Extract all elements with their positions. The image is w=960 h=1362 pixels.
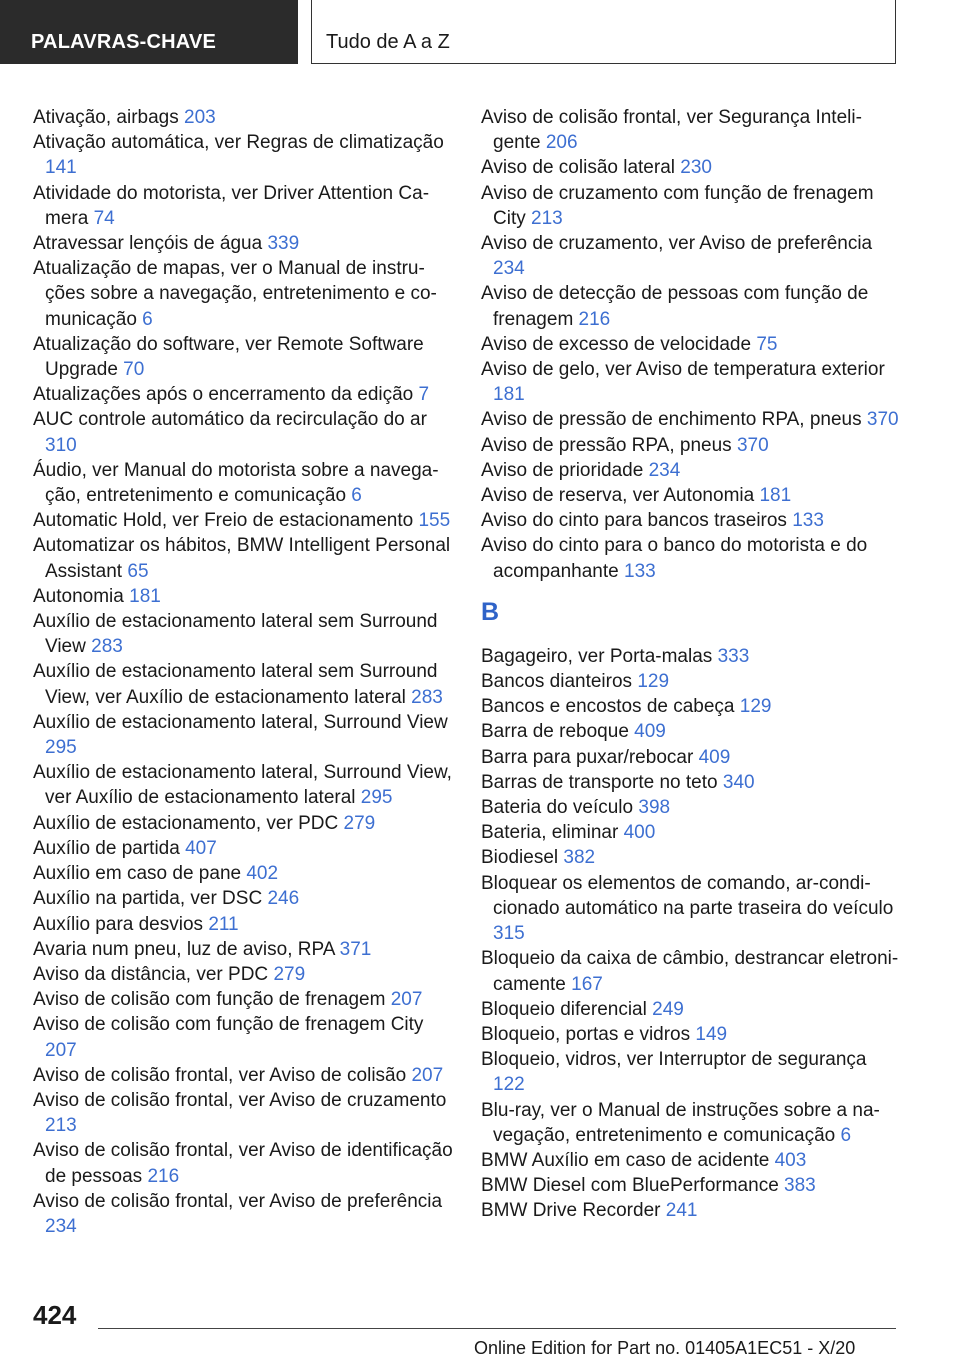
- index-entry: [481, 1198, 901, 1223]
- page-reference-link[interactable]: 133: [792, 510, 824, 532]
- page-reference-link[interactable]: 206: [545, 132, 578, 154]
- index-term: Bloqueio da caixa de câmbio, destrancar eletronicamente: [481, 948, 899, 995]
- index-entry: [33, 1012, 453, 1062]
- index-group-a: [481, 105, 901, 584]
- index-entry: [33, 105, 453, 130]
- page-reference-link[interactable]: 398: [638, 797, 671, 819]
- page-reference-link[interactable]: 181: [759, 485, 792, 507]
- page-reference-link[interactable]: 241: [665, 1200, 698, 1222]
- index-term: Biodiesel: [481, 847, 564, 869]
- page-reference-link[interactable]: 213: [531, 207, 563, 229]
- index-entry: [33, 659, 453, 709]
- index-term: Áudio, ver Manual do motorista sobre a navegação, entretenimento e comunicação: [33, 459, 439, 507]
- index-entry: [33, 861, 453, 886]
- page-reference-link[interactable]: 234: [648, 459, 681, 481]
- index-term: Aviso de excesso de velocidade: [481, 333, 757, 355]
- page-reference-link[interactable]: 155: [418, 510, 451, 532]
- index-entry: [33, 181, 453, 231]
- index-entry: [481, 483, 901, 508]
- page-reference-link[interactable]: 283: [91, 636, 123, 658]
- index-term: Aviso do cinto para o banco do motorista e do acompanhante: [481, 535, 868, 582]
- index-term: Bagageiro, ver Porta-malas: [481, 645, 718, 667]
- section-letter-b: B: [481, 597, 500, 626]
- index-term: Aviso de pressão RPA, pneus: [481, 434, 737, 456]
- index-entry: [33, 962, 453, 987]
- page-reference-link[interactable]: 333: [717, 645, 750, 667]
- index-entry: [481, 1173, 901, 1198]
- page-header: [0, 0, 960, 66]
- index-entry: [33, 912, 453, 937]
- index-entry: [481, 694, 901, 719]
- index-entry: [33, 1088, 453, 1138]
- page-reference-link[interactable]: 75: [756, 333, 778, 355]
- page-reference-link[interactable]: 234: [45, 1215, 77, 1237]
- index-entry: [33, 760, 453, 810]
- index-entry: [481, 1148, 901, 1173]
- page-reference-link[interactable]: 279: [343, 812, 376, 834]
- index-entry: [481, 508, 901, 533]
- index-term: Aviso de colisão frontal, ver Aviso de preferência: [33, 1190, 443, 1212]
- index-entry: [33, 584, 453, 609]
- page-reference-link[interactable]: 70: [123, 359, 145, 381]
- index-term: Autonomia: [33, 585, 130, 607]
- index-term: Barras de transporte no teto: [481, 771, 723, 793]
- index-entry: [481, 719, 901, 744]
- page-reference-link[interactable]: 207: [390, 989, 423, 1011]
- index-term: AUC controle automático da recirculação do ar: [33, 409, 427, 431]
- index-entry: [481, 644, 901, 669]
- index-term: Aviso de colisão lateral: [481, 157, 681, 179]
- page-reference-link[interactable]: 211: [208, 913, 239, 935]
- page-number: 424: [33, 1300, 77, 1330]
- index-term: Bateria do veículo: [481, 797, 639, 819]
- page-reference-link[interactable]: 339: [267, 233, 300, 255]
- index-term: Aviso de colisão frontal, ver Aviso de colisão: [33, 1064, 412, 1086]
- index-term: Atividade do motorista, ver Driver Attention Camera: [33, 182, 430, 229]
- page-reference-link[interactable]: 370: [736, 434, 769, 456]
- page-reference-link[interactable]: 295: [45, 737, 77, 759]
- index-entry: [481, 946, 901, 996]
- index-entry: [481, 281, 901, 331]
- index-entry: [481, 533, 901, 583]
- page-reference-link[interactable]: 141: [45, 157, 77, 179]
- index-term: Aviso de reserva, ver Autonomia: [481, 485, 760, 507]
- page-reference-link[interactable]: 279: [273, 963, 306, 985]
- index-term: Aviso de gelo, ver Aviso de temperatura exterior: [481, 359, 885, 381]
- index-term: BMW Diesel com BluePerformance: [481, 1175, 785, 1197]
- index-term: Aviso da distância, ver PDC: [33, 963, 274, 985]
- index-term: Automatizar os hábitos, BMW Intelligent Personal Assistant: [33, 535, 451, 582]
- index-entry: [33, 710, 453, 760]
- index-entry: [33, 609, 453, 659]
- index-term: Auxílio de estacionamento lateral, Surround View, ver Auxílio de estacionamento lateral: [33, 762, 452, 809]
- page-reference-link[interactable]: 6: [840, 1124, 852, 1146]
- page-reference-link[interactable]: 310: [45, 434, 77, 456]
- page-reference-link[interactable]: 133: [624, 560, 656, 582]
- index-term: Barra de reboque: [481, 721, 635, 743]
- index-entry: [33, 130, 453, 180]
- page-reference-link[interactable]: 149: [695, 1023, 728, 1045]
- page-reference-link[interactable]: 234: [493, 258, 525, 280]
- index-entry: [481, 105, 901, 155]
- index-entry: [33, 987, 453, 1012]
- index-column-left: [33, 105, 453, 1239]
- index-entry: [481, 155, 901, 180]
- index-term: Aviso de detecção de pessoas com função de frenagem: [481, 283, 869, 330]
- index-entry: [33, 332, 453, 382]
- index-term: Ativação automática, ver Regras de climatização: [33, 132, 444, 154]
- page-reference-link[interactable]: 216: [578, 308, 611, 330]
- page-reference-link[interactable]: 230: [680, 157, 712, 179]
- index-entry: [481, 795, 901, 820]
- page-reference-link[interactable]: 400: [623, 822, 656, 844]
- index-term: Atualização do software, ver Remote Software Upgrade: [33, 333, 424, 381]
- index-entry: [33, 811, 453, 836]
- index-entry: [481, 231, 901, 281]
- index-entry: [481, 357, 901, 407]
- page-reference-link[interactable]: 407: [185, 837, 217, 859]
- index-entry: [481, 181, 901, 231]
- page-reference-link[interactable]: 65: [127, 560, 149, 582]
- page-reference-link[interactable]: 340: [722, 771, 755, 793]
- page-reference-link[interactable]: 122: [493, 1074, 525, 1096]
- page-reference-link[interactable]: 382: [563, 847, 596, 869]
- page-reference-link[interactable]: 129: [637, 671, 670, 693]
- index-group-b: [481, 644, 901, 1224]
- index-term: Aviso de colisão com função de frenagem City: [33, 1014, 424, 1036]
- page-reference-link[interactable]: 74: [93, 207, 115, 229]
- index-term: Atualização de mapas, ver o Manual de instruções sobre a navegação, entretenimento e comunicação: [33, 258, 437, 330]
- index-entry: [33, 937, 453, 962]
- section-tab: PALAVRAS-CHAVE: [0, 0, 298, 64]
- index-term: Auxílio de estacionamento lateral sem Surround View: [33, 611, 438, 658]
- index-term: Bateria, eliminar: [481, 822, 624, 844]
- index-term: Aviso de colisão frontal, ver Aviso de identificação de pessoas: [33, 1140, 453, 1187]
- index-entry: [481, 433, 901, 458]
- index-entry: [481, 1098, 901, 1148]
- index-term: Aviso de colisão com função de frenagem: [33, 989, 391, 1011]
- page-reference-link[interactable]: 295: [360, 787, 393, 809]
- page-reference-link[interactable]: 129: [739, 696, 772, 718]
- index-term: Aviso de colisão frontal, ver Aviso de cruzamento: [33, 1089, 447, 1111]
- index-term: Bloqueio, vidros, ver Interruptor de segurança: [481, 1049, 867, 1071]
- index-entry: [33, 1138, 453, 1188]
- index-term: Bancos dianteiros: [481, 671, 638, 693]
- index-term: BMW Auxílio em caso de acidente: [481, 1149, 775, 1171]
- page-reference-link[interactable]: 315: [493, 923, 525, 945]
- page-reference-link[interactable]: 7: [418, 384, 430, 406]
- index-entry: [481, 1047, 901, 1097]
- index-term: Aviso de pressão de enchimento RPA, pneus: [481, 409, 867, 431]
- index-term: Auxílio de estacionamento lateral sem Surround View, ver Auxílio de estacionamento lateral: [33, 661, 438, 708]
- index-term: Auxílio em caso de pane: [33, 863, 247, 885]
- page-reference-link[interactable]: 371: [339, 938, 372, 960]
- page-reference-link[interactable]: 213: [45, 1115, 77, 1137]
- index-entry: [33, 886, 453, 911]
- index-term: Atualizações após o encerramento da edição: [33, 384, 419, 406]
- page-reference-link[interactable]: 181: [129, 585, 161, 607]
- index-term: Auxílio na partida, ver DSC: [33, 888, 268, 910]
- page-reference-link[interactable]: 409: [634, 721, 666, 743]
- index-entry: [33, 1189, 453, 1239]
- page-reference-link[interactable]: 283: [411, 686, 443, 708]
- index-entry: [33, 508, 453, 533]
- index-term: Ativação, airbags: [33, 107, 185, 128]
- index-term: Aviso de cruzamento, ver Aviso de preferência: [481, 233, 873, 255]
- index-term: Bloqueio, portas e vidros: [481, 1023, 696, 1045]
- page-reference-link[interactable]: 203: [184, 107, 216, 128]
- footer-divider: [98, 1328, 896, 1329]
- index-column-right: [481, 105, 901, 1224]
- index-term: Aviso do cinto para bancos traseiros: [481, 510, 793, 532]
- index-entry: [33, 407, 453, 457]
- index-term: Automatic Hold, ver Freio de estacionamento: [33, 510, 419, 532]
- page-reference-link[interactable]: 402: [246, 863, 279, 885]
- index-term: Bancos e encostos de cabeça: [481, 696, 740, 718]
- page-reference-link[interactable]: 246: [267, 888, 300, 910]
- index-entry: [33, 382, 453, 407]
- index-entry: [33, 533, 453, 583]
- index-entry: [33, 256, 453, 332]
- page-reference-link[interactable]: 383: [784, 1175, 816, 1197]
- page-reference-link[interactable]: 216: [147, 1165, 180, 1187]
- index-entry: [33, 231, 453, 256]
- index-term: Auxílio de partida: [33, 837, 186, 859]
- index-term: Auxílio de estacionamento lateral, Surround View: [33, 711, 448, 733]
- index-term: Bloquear os elementos de comando, ar-condicionado automático na parte traseira do veículo: [481, 872, 894, 919]
- page-reference-link[interactable]: 370: [866, 409, 899, 431]
- page-reference-link[interactable]: 403: [774, 1149, 807, 1171]
- page-reference-link[interactable]: 6: [351, 485, 362, 507]
- index-term: Auxílio para desvios: [33, 913, 209, 935]
- index-term: Blu-ray, ver o Manual de instruções sobre a navegação, entretenimento e comunicação: [481, 1099, 880, 1146]
- index-entry: [481, 1022, 901, 1047]
- edition-footer: Online Edition for Part no. 01405A1EC51 - X/20: [474, 1338, 856, 1358]
- index-entry: [481, 745, 901, 770]
- index-term: BMW Drive Recorder: [481, 1200, 666, 1222]
- index-entry: [481, 770, 901, 795]
- index-term: Aviso de colisão frontal, ver Segurança Inteligente: [481, 107, 862, 154]
- index-entry: [481, 871, 901, 947]
- index-entry: [481, 407, 901, 432]
- index-entry: [33, 458, 453, 508]
- page-reference-link[interactable]: 249: [652, 998, 684, 1020]
- index-term: Bloqueio diferencial: [481, 998, 653, 1020]
- index-term: Atravessar lençóis de água: [33, 233, 268, 255]
- index-entry: [481, 997, 901, 1022]
- page-reference-link[interactable]: 6: [142, 308, 153, 330]
- index-entry: [33, 1063, 453, 1088]
- index-term: Barra para puxar/rebocar: [481, 746, 699, 768]
- page-reference-link[interactable]: 181: [493, 384, 525, 406]
- index-term: Auxílio de estacionamento, ver PDC: [33, 812, 344, 834]
- index-term: Aviso de prioridade: [481, 459, 649, 481]
- index-entry: [33, 836, 453, 861]
- index-entry: [481, 845, 901, 870]
- page-reference-link[interactable]: 207: [411, 1064, 444, 1086]
- index-entry: [481, 332, 901, 357]
- index-term: Avaria num pneu, luz de aviso, RPA: [33, 938, 340, 960]
- chapter-title-tab: Tudo de A a Z: [311, 0, 896, 64]
- index-entry: [481, 458, 901, 483]
- index-entry: [481, 669, 901, 694]
- page-reference-link[interactable]: 167: [571, 973, 603, 995]
- page-reference-link[interactable]: 409: [698, 746, 731, 768]
- index-entry: [481, 820, 901, 845]
- index-term: Aviso de cruzamento com função de frenagem City: [481, 182, 874, 229]
- page-reference-link[interactable]: 207: [45, 1039, 77, 1061]
